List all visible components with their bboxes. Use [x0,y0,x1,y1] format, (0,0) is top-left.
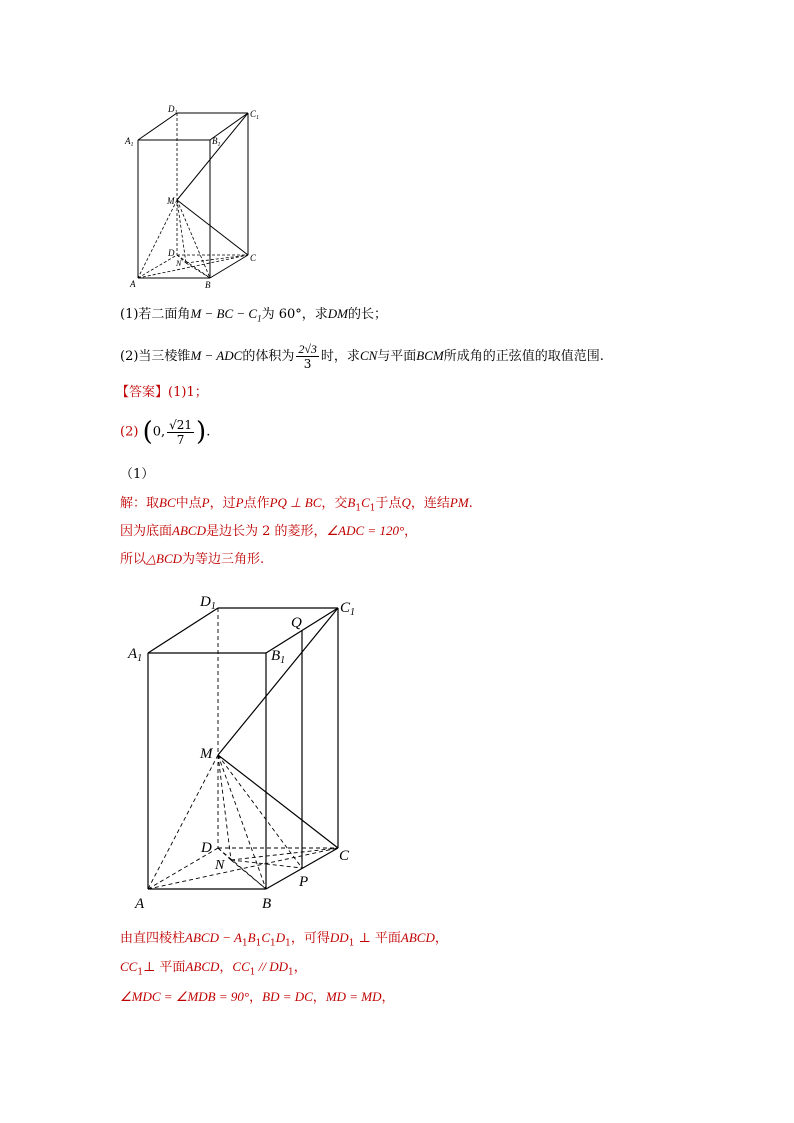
solution-line-3: 所以△BCD为等边三角形. [120,551,265,567]
solution-part: （1） [120,467,155,482]
label-D: D [168,248,175,258]
label-M: M [167,196,175,206]
figure-2 [125,590,375,915]
question-1: (1)若二面角M − BC − $C_1$为 60°，求DM的长； [120,306,388,324]
label-M: M [200,746,213,762]
answer-line-2: (2) (0, $\frac{√21}{7}$ ). [120,417,211,447]
label-C: C [339,848,350,864]
label-N: N [215,858,225,873]
label-A1: $A_1$ [125,136,134,148]
fraction-volume: $\frac{2√3}{3}$ [298,342,317,371]
answer-line-1: 【答案】(1)1； [116,385,208,400]
label-Q: Q [291,615,302,631]
bottom-line-3: ∠MDC = ∠MDB = 90°，BD = DC，MD = MD， [120,989,395,1005]
label-A: A [135,896,145,912]
label-P: P [299,874,309,890]
question-2: (2)当三棱锥M − ADC的体积为 $\frac{2√3}{3}$ 时，求CN与平面BCM所成角的正弦值的取值范围. [120,342,604,371]
solution-line-1: 解：取BC中点P，过P点作PQ ⊥ BC，交$B_1C_1$于点Q，连结PM. [120,495,473,514]
label-B1: $B_1$ [271,648,286,666]
figure-1 [120,100,270,290]
bottom-line-2: $CC_1\perp$ 平面ABCD，$CC_1 // DD_1$， [120,959,307,978]
label-B: B [205,280,211,290]
label-N: N [176,259,182,268]
label-C1: $C_1$ [250,109,260,121]
open-paren: ( [142,417,153,447]
label-C1: $C_1$ [340,600,356,618]
label-C: C [250,253,257,263]
label-D1: $D_1$ [168,104,178,116]
label-B1: $B_1$ [212,136,221,148]
label-D1: $D_1$ [200,594,216,612]
close-paren: ) [196,417,207,447]
fraction-answer: $\frac{√21}{7}$ [169,417,193,447]
bottom-line-1: 由直四棱柱ABCD − $A_1B_1C_1D_1$，可得$DD_1$ ⊥ 平面ABCD， [120,930,448,949]
label-D: D [201,840,212,856]
solution-line-2: 因为底面ABCD是边长为 2 的菱形，∠ADC = 120°， [120,523,418,539]
label-A1: $A_1$ [128,646,143,664]
label-B: B [262,896,272,912]
label-A: A [130,279,136,289]
